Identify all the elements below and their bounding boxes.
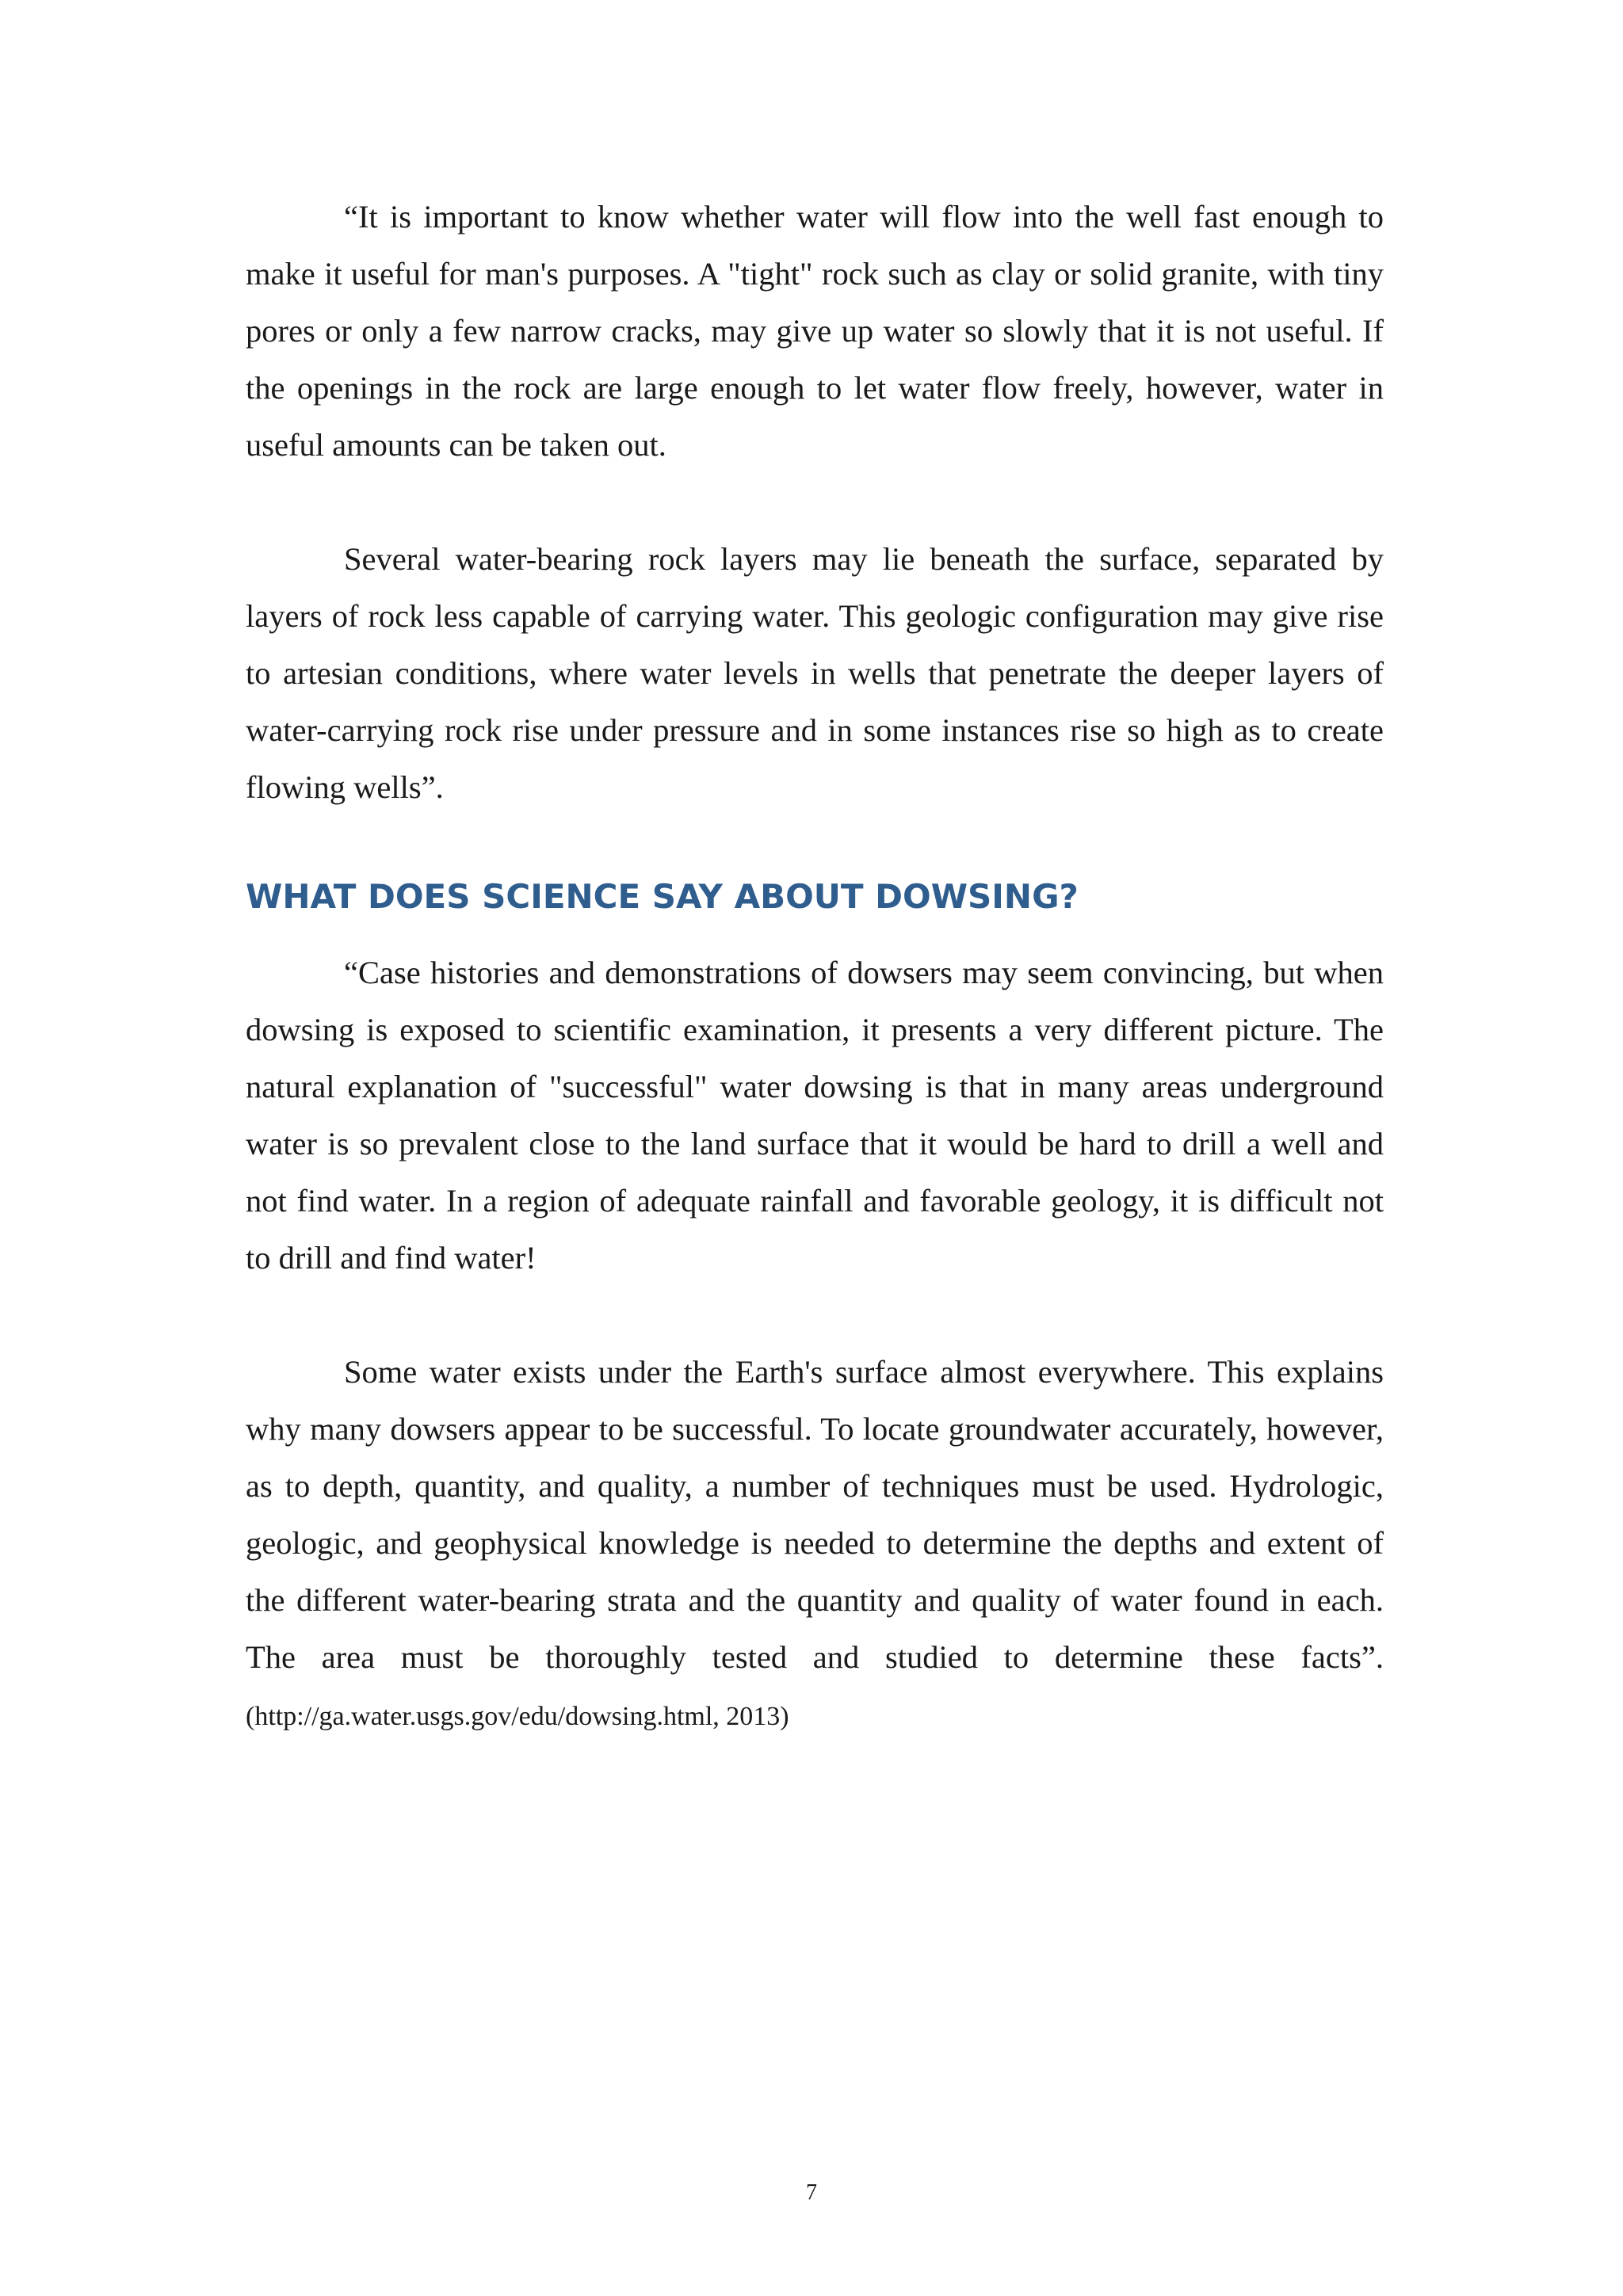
heading-after-spacer: [246, 925, 1384, 944]
page-content: [246, 189, 1384, 1745]
paragraph-groundwater-text: Some water exists under the Earth's surface almost everywhere. This explains why many dowsers appear to be successful. To locate groundwater accurately, however, as to depth, quantity, and quality, a number of techniques must be used. Hydrologic, geologic, and geophysical knowledge is needed to determine the depths and extent of the different water-bearing strata and the quantity and quality of water found in each. The area must be thoroughly tested and studied to determine these facts”.: [246, 1354, 1384, 1675]
paragraph-artesian-conditions: Several water-bearing rock layers may lie beneath the surface, separated by layers of rock less capable of carrying water. This geologic configuration may give rise to artesian conditions, where water levels in wells that penetrate the deeper layers of water-carrying rock rise under pressure and in some instances rise so high as to create flowing wells”.: [246, 541, 1384, 805]
page-number: 7: [806, 2180, 817, 2205]
citation-source: (http://ga.water.usgs.gov/edu/dowsing.html, 2013): [246, 1702, 789, 1731]
paragraph-spacer: [246, 474, 1384, 531]
paragraph-case-histories: “Case histories and demonstrations of dowsers may seem convincing, but when dowsing is exposed to scientific examination, it presents a very different picture. The natural explanation of "successful" water dowsing is that in many areas underground water is so prevalent close to the land surface that it would be hard to drill a well and not find water. In a region of adequate rainfall and favorable geology, it is difficult not to drill and find water!: [246, 955, 1384, 1276]
paragraph-spacer: [246, 1287, 1384, 1344]
heading-spacer: [246, 816, 1384, 868]
section-heading: WHAT DOES SCIENCE SAY ABOUT DOWSING?: [246, 877, 1079, 916]
paragraph-groundwater-location: [246, 1344, 1384, 1745]
paragraph-well-flow: “It is important to know whether water will flow into the well fast enough to make it useful for man's purposes. A "tight" rock such as clay or solid granite, with tiny pores or only a few narrow cracks, may give up water so slowly that it is not useful. If the openings in the rock are large enough to let water flow freely, however, water in useful amounts can be taken out.: [246, 199, 1384, 463]
